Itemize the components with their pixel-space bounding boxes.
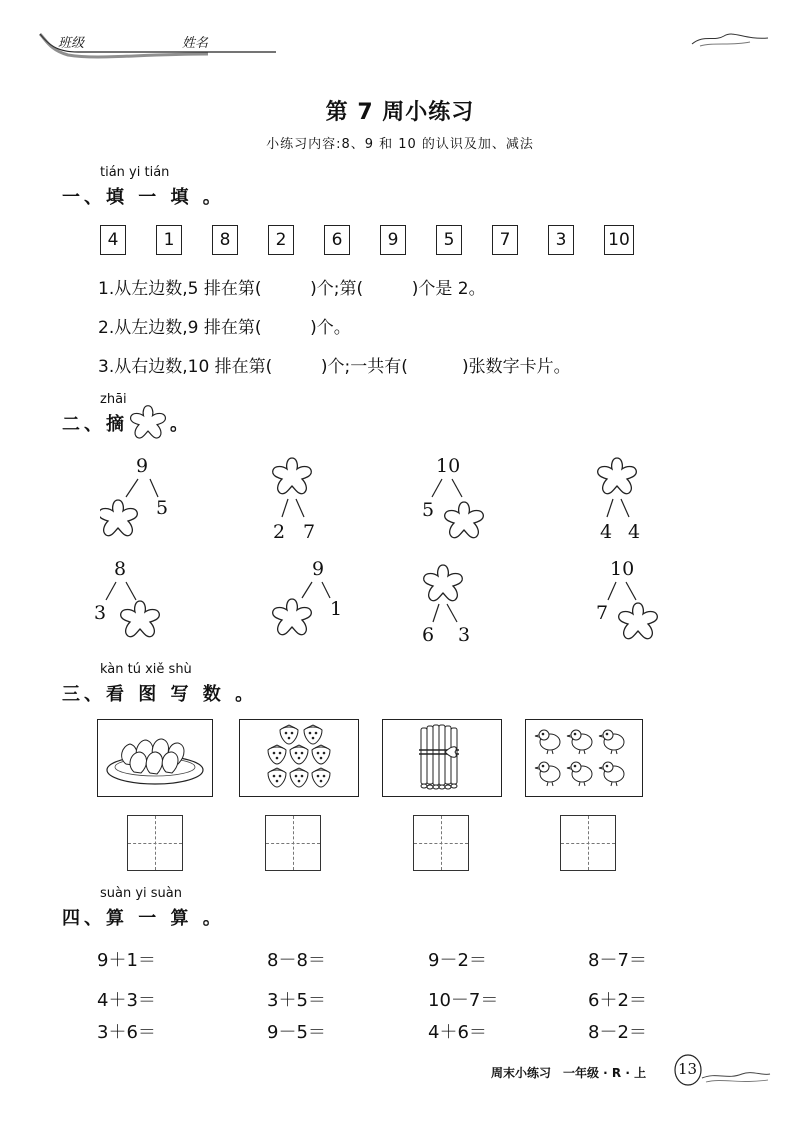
- section1-heading: 一、填 一 填 。: [62, 187, 225, 208]
- bond-right: 5: [156, 497, 169, 519]
- question-3: 3.从右边数,10 排在第( )个;一共有( )张数字卡片。: [98, 357, 571, 377]
- number-card: 2: [268, 225, 294, 255]
- flower-icon: [128, 403, 168, 441]
- picture-strawberries: [239, 719, 359, 797]
- equation: 8－8＝: [267, 950, 326, 971]
- number-card: 6: [324, 225, 350, 255]
- section4-pinyin: suàn yi suàn: [100, 886, 183, 901]
- writing-grid-box[interactable]: [265, 815, 321, 871]
- bond-lines: [594, 558, 704, 653]
- bond-top: 10: [610, 558, 635, 580]
- footer-text: 周末小练习 一年级 · R · 上: [491, 1066, 647, 1080]
- bond-left: 3: [94, 602, 107, 624]
- section3-heading: 三、看 图 写 数 。: [62, 684, 258, 705]
- number-card: 4: [100, 225, 126, 255]
- peaches-icon: [98, 720, 211, 795]
- number-bond: [270, 558, 380, 653]
- equation: 6＋2＝: [588, 990, 647, 1011]
- equation: 8－2＝: [588, 1022, 647, 1043]
- bond-left: 4: [600, 521, 613, 543]
- number-bond: [100, 455, 210, 550]
- section3-pinyin: kàn tú xiě shù: [100, 662, 192, 677]
- bond-right: 4: [628, 521, 641, 543]
- number-card: 5: [436, 225, 462, 255]
- section2-heading-end: 。: [170, 414, 192, 435]
- sticks-bundle-icon: [383, 720, 500, 795]
- bond-right: 3: [458, 624, 471, 646]
- section1-pinyin: tián yi tián: [100, 165, 170, 180]
- bond-right: 1: [330, 598, 343, 620]
- number-card: 8: [212, 225, 238, 255]
- equation: 10－7＝: [428, 990, 499, 1011]
- number-card: 3: [548, 225, 574, 255]
- number-card: 10: [604, 225, 634, 255]
- bond-left: 5: [422, 499, 435, 521]
- writing-grid-box[interactable]: [413, 815, 469, 871]
- bond-top: 8: [114, 558, 127, 580]
- bond-top: 9: [136, 455, 149, 477]
- bond-left: 2: [273, 521, 286, 543]
- question-1: 1.从左边数,5 排在第( )个;第( )个是 2。: [98, 279, 486, 299]
- bond-left: 6: [422, 624, 435, 646]
- picture-sticks: [382, 719, 502, 797]
- bond-left: 7: [596, 602, 609, 624]
- bond-lines: [420, 455, 530, 550]
- number-bond: [418, 558, 528, 653]
- number-bond: [420, 455, 530, 550]
- equation: 9＋1＝: [97, 950, 156, 971]
- number-bond: [92, 558, 202, 653]
- page-number: 13: [678, 1060, 698, 1078]
- number-card: 9: [380, 225, 406, 255]
- bond-lines: [92, 558, 202, 653]
- bond-top: 9: [312, 558, 325, 580]
- equation: 9－2＝: [428, 950, 487, 971]
- number-bond: [265, 455, 375, 550]
- equation: 3＋6＝: [97, 1022, 156, 1043]
- chicks-icon: [526, 720, 641, 795]
- question-2: 2.从左边数,9 排在第( )个。: [98, 318, 351, 338]
- mountain-decoration: [690, 28, 770, 50]
- picture-peaches: [97, 719, 213, 797]
- equation: 8－7＝: [588, 950, 647, 971]
- bond-lines: [100, 455, 210, 550]
- equation: 9－5＝: [267, 1022, 326, 1043]
- class-label: 班级: [58, 36, 85, 51]
- writing-grid-box[interactable]: [127, 815, 183, 871]
- bond-right: 7: [303, 521, 316, 543]
- number-card: 7: [492, 225, 518, 255]
- section2-heading: 二、摘: [62, 414, 128, 435]
- equation: 4＋6＝: [428, 1022, 487, 1043]
- equation: 4＋3＝: [97, 990, 156, 1011]
- name-label: 姓名: [182, 36, 209, 51]
- page-title: 第 7 周小练习: [325, 100, 475, 125]
- bond-lines: [270, 558, 380, 653]
- number-bond: [592, 455, 702, 550]
- equation: 3＋5＝: [267, 990, 326, 1011]
- section2-pinyin: zhāi: [100, 392, 127, 407]
- picture-chicks: [525, 719, 643, 797]
- bond-lines: [418, 558, 528, 653]
- bond-top: 10: [436, 455, 461, 477]
- number-card: 1: [156, 225, 182, 255]
- strawberries-icon: [240, 720, 357, 795]
- page-subtitle: 小练习内容:8、9 和 10 的认识及加、减法: [266, 137, 534, 152]
- number-bond: [594, 558, 704, 653]
- writing-grid-box[interactable]: [560, 815, 616, 871]
- section4-heading: 四、算 一 算 。: [62, 908, 225, 929]
